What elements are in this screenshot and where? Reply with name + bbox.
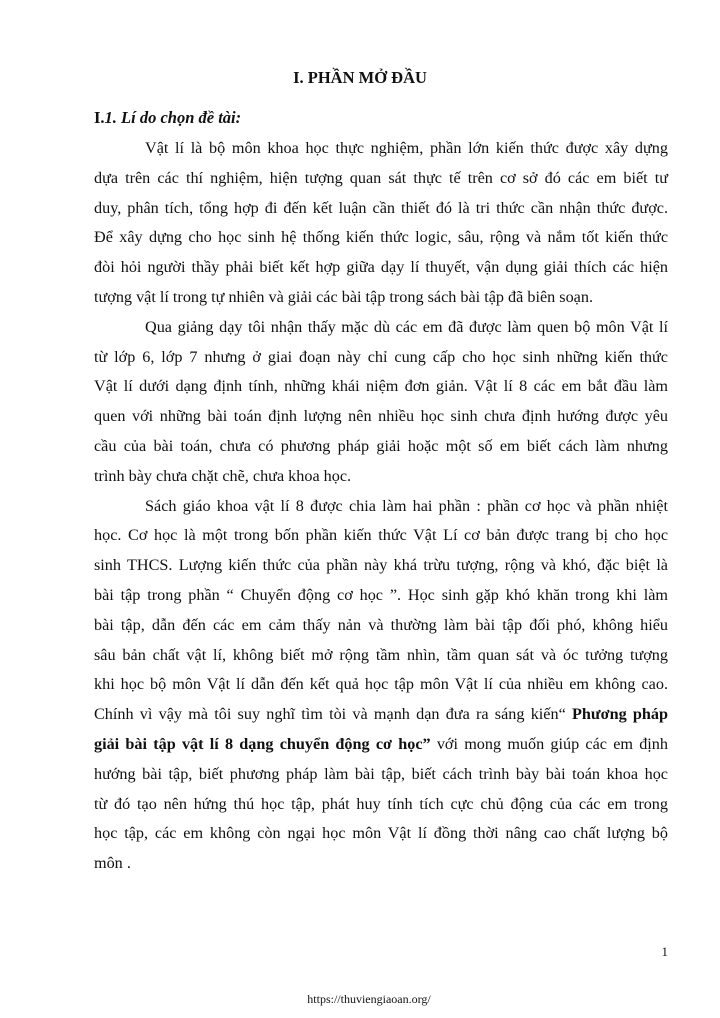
page-title: I. PHẦN MỞ ĐẦU	[293, 68, 427, 87]
text-line	[94, 581, 668, 611]
text-line	[94, 462, 668, 492]
body-text	[94, 134, 668, 879]
line-text: hướng bài tập, biết phương pháp làm bài tập, biết cách trình bày bài toán khoa học	[94, 764, 668, 783]
section-heading-prefix: I.	[94, 108, 105, 127]
line-text: học tập, các em không còn ngại học môn Vật lí đồng thời nâng cao chất lượng bộ	[94, 824, 668, 843]
line-text: từ lớp 6, lớp 7 nhưng ở giai đoạn này chỉ cung cấp cho học sinh những kiến thức	[94, 347, 668, 366]
text-line	[94, 551, 668, 581]
line-text: Vật lí là bộ môn khoa học thực nghiệm, phần lớn kiến thức được xây dựng	[145, 139, 668, 157]
text-line	[94, 730, 668, 760]
line-text: Vật lí dưới dạng định tính, những khái niệm đơn giản. Vật lí 8 các em bắt đầu làm	[94, 377, 668, 396]
line-text: bài tập trong phần “ Chuyển động cơ học ”. Học sinh gặp khó khăn trong khi làm	[94, 585, 668, 604]
text-line	[94, 432, 668, 462]
text-line	[94, 670, 668, 700]
text-line	[94, 700, 668, 730]
text-line	[94, 194, 668, 224]
text-line	[94, 819, 668, 849]
text-line	[94, 313, 668, 343]
line-text: cầu của bài toán, chưa có phương pháp giải hoặc một số em biết cách làm nhưng	[94, 436, 668, 455]
line-text: môn .	[94, 854, 131, 873]
line-text: với mong muốn giúp các em định	[430, 734, 668, 753]
text-line	[94, 343, 668, 373]
line-text: Để xây dựng cho học sinh hệ thống kiến thức logic, sâu, rộng và nắm tốt kiến thức	[94, 228, 668, 247]
text-line	[94, 283, 668, 313]
line-text: học. Cơ học là một trong bốn phần kiến thức Vật Lí cơ bản được trang bị cho học	[94, 526, 668, 545]
line-text: từ đó tạo nên hứng thú học tập, phát huy tính tích cực chủ động của các em trong	[94, 794, 668, 813]
text-line	[94, 253, 668, 283]
footer-url[interactable]: https://thuviengiaoan.org/	[307, 992, 431, 1006]
line-text: bài tập, dẫn đến các em cảm thấy nản và thường làm bài tập đối phó, không hiểu	[94, 615, 668, 634]
text-line	[94, 790, 668, 820]
line-text: đòi hỏi người thầy phải biết kết hợp giữa dạy lí thuyết, vận dụng giải thích các hiện	[94, 258, 668, 277]
text-line	[94, 402, 668, 432]
text-line	[94, 134, 668, 164]
line-text: duy, phân tích, tổng hợp đi đến kết luận cần thiết đó là tri thức cần nhận thức được.	[94, 198, 668, 217]
text-line	[94, 611, 668, 641]
text-line	[94, 223, 668, 253]
line-text: sinh THCS. Lượng kiến thức của phần này khá trừu tượng, rộng và khó, đặc biệt là	[94, 556, 668, 575]
bold-text: giải bài tập vật lí 8 dạng chuyển động cơ học”	[94, 734, 431, 753]
line-text: Sách giáo khoa vật lí 8 được chia làm hai phần : phần cơ học và phần nhiệt	[145, 496, 668, 515]
line-text: Qua giảng dạy tôi nhận thấy mặc dù các em đã được làm quen bộ môn Vật lí	[145, 317, 668, 336]
bold-text: Phương pháp	[572, 705, 668, 724]
line-text: quen với những bài toán định lượng nên nhiều học sinh chưa định hướng được yêu	[94, 407, 668, 426]
text-line	[94, 641, 668, 671]
line-text: khi học bộ môn Vật lí dẫn đến kết quả học tập môn Vật lí của nhiều em không cao.	[94, 675, 668, 694]
section-heading	[94, 108, 241, 128]
line-text: dựa trên các thí nghiệm, hiện tượng quan sát thực tế trên cơ sở đó các em biết tư	[94, 168, 668, 187]
line-text: sâu bản chất vật lí, không biết mở rộng tầm nhìn, tầm quan sát và óc tưởng tượng	[94, 645, 668, 664]
text-line	[94, 492, 668, 522]
line-text: Chính vì vậy mà tôi suy nghĩ tìm tòi và mạnh dạn đưa ra sáng kiến“	[94, 705, 572, 724]
line-text: tượng vật lí trong tự nhiên và giải các bài tập trong sách bài tập đã biên soạn.	[94, 287, 593, 306]
text-line	[94, 849, 668, 879]
text-line	[94, 760, 668, 790]
text-line	[94, 372, 668, 402]
text-line	[94, 164, 668, 194]
section-heading-title: 1. Lí do chọn đề tài:	[104, 108, 242, 127]
line-text: trình bày chưa chặt chẽ, chưa khoa học.	[94, 466, 352, 485]
text-line	[94, 521, 668, 551]
page-number: 1	[661, 944, 668, 959]
